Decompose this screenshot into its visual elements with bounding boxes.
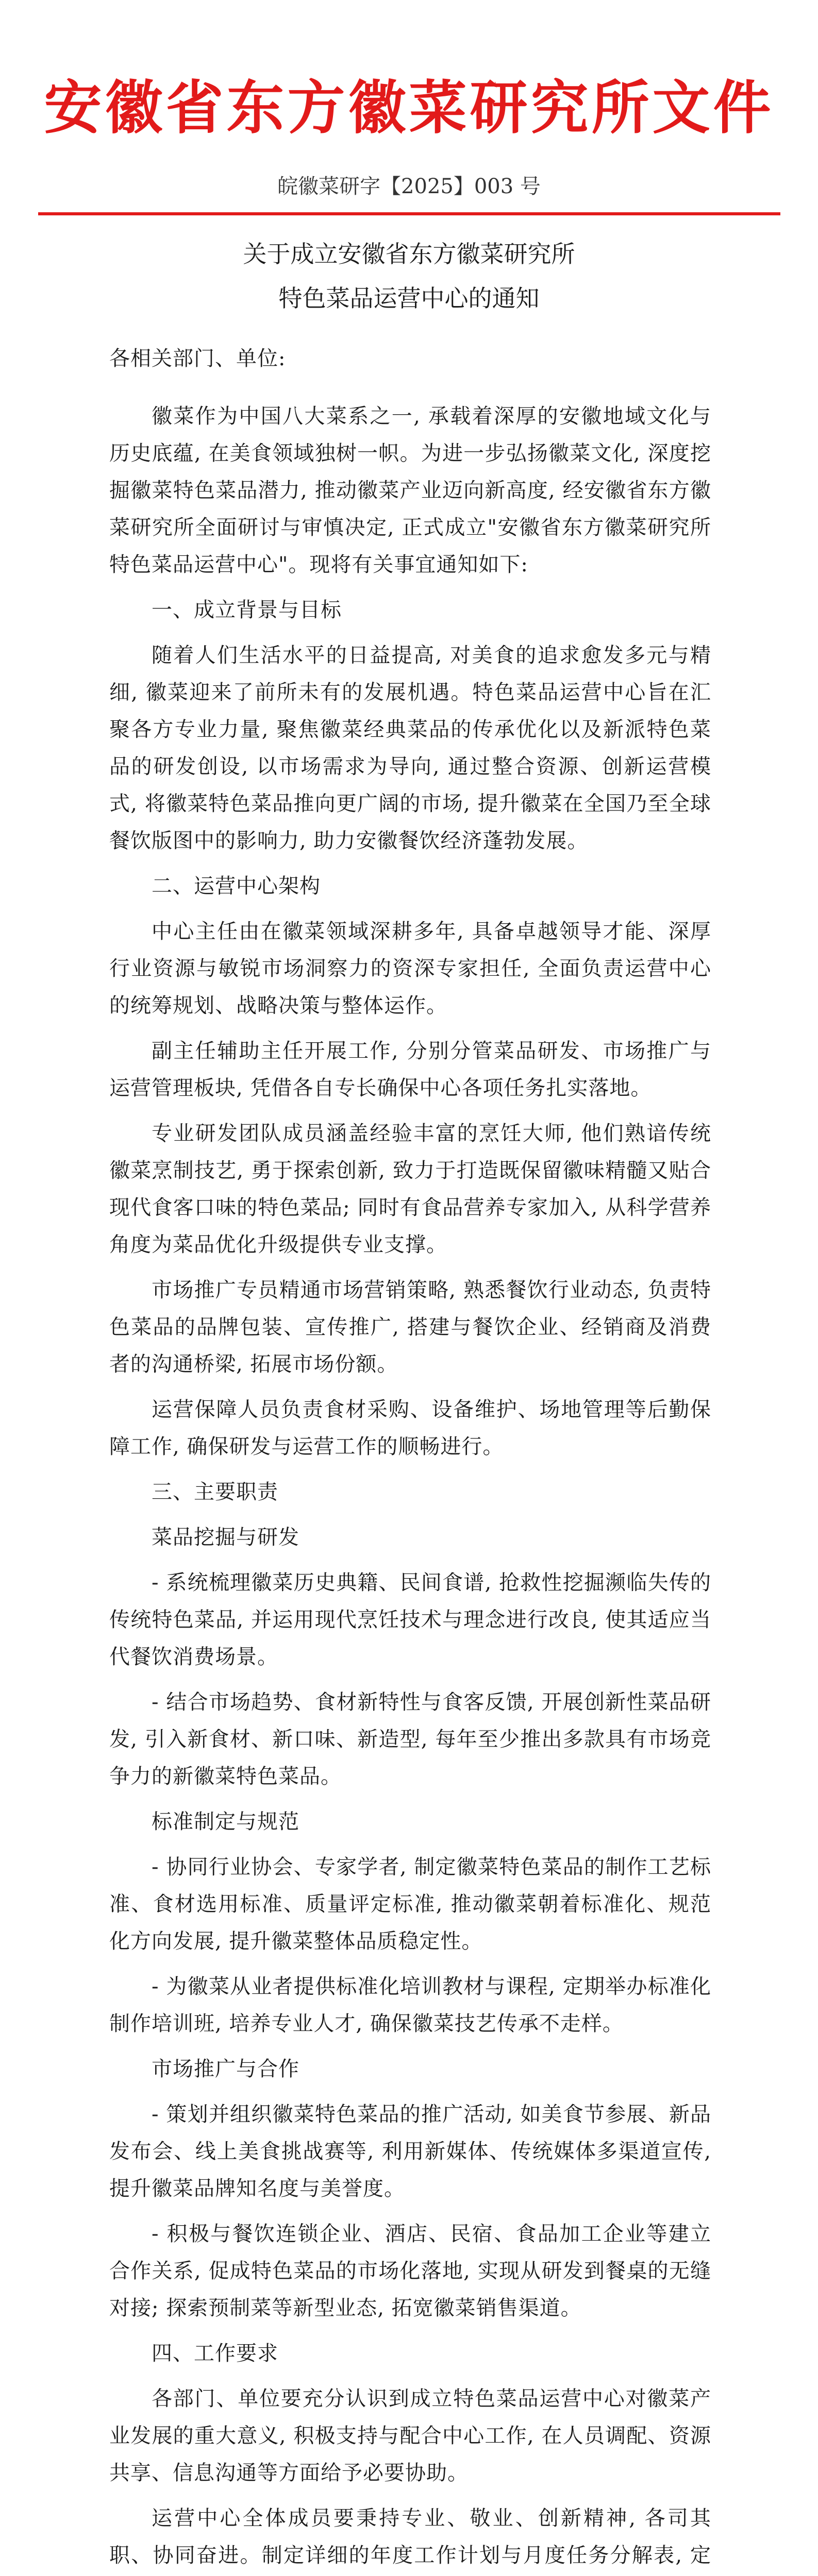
section-heading-1: 一、成立背景与目标: [152, 598, 342, 622]
notice-title-line-1: 关于成立安徽省东方徽菜研究所: [243, 240, 575, 268]
marketing-item-1: - 策划并组织徽菜特色菜品的推广活动, 如美食节参展、新品发布会、线上美食挑战赛等, 利用新媒体、传统媒体多渠道宣传, 提升徽菜品牌知名度与美誉度。: [109, 2103, 711, 2200]
section-heading-3: 三、主要职责: [152, 1480, 278, 1504]
section-2-paragraph-2: 副主任辅助主任开展工作, 分别分管菜品研发、市场推广与运营管理板块, 凭借各自专长确保中心各项任务扎实落地。: [109, 1039, 711, 1100]
intro-paragraph: 徽菜作为中国八大菜系之一, 承载着深厚的安徽地域文化与历史底蕴, 在美食领域独树一帜。为进一步弘扬徽菜文化, 深度挖掘徽菜特色菜品潜力, 推动徽菜产业迈向新高度, 经安徽省东方徽菜研究所全面研讨与审慎决定, 正式成立"安徽省东方徽菜研究所特色菜品运营中心"。现将有关事宜通知如下:: [109, 404, 711, 577]
marketing-item-2: - 积极与餐饮连锁企业、酒店、民宿、食品加工企业等建立合作关系, 促成特色菜品的市场化落地, 实现从研发到餐桌的无缝对接; 探索预制菜等新型业态, 拓宽徽菜销售渠道。: [109, 2222, 711, 2320]
dish-research-item-1: - 系统梳理徽菜历史典籍、民间食谱, 抢救性挖掘濒临失传的传统特色菜品, 并运用现代烹饪技术与理念进行改良, 使其适应当代餐饮消费场景。: [109, 1571, 711, 1669]
document-body: [109, 340, 711, 2576]
red-divider-line: [38, 212, 780, 215]
section-heading-4: 四、工作要求: [152, 2342, 278, 2365]
notice-title-line-2: 特色菜品运营中心的通知: [278, 284, 540, 312]
section-2-paragraph-4: 市场推广专员精通市场营销策略, 熟悉餐饮行业动态, 负责特色菜品的品牌包装、宣传推广, 搭建与餐饮企业、经销商及消费者的沟通桥梁, 拓展市场份额。: [109, 1278, 711, 1376]
notice-title: [0, 232, 818, 320]
section-heading-2: 二、运营中心架构: [152, 874, 321, 898]
section-2-paragraph-3: 专业研发团队成员涵盖经验丰富的烹饪大师, 他们熟谙传统徽菜烹制技艺, 勇于探索创新, 致力于打造既保留徽味精髓又贴合现代食客口味的特色菜品; 同时有食品营养专家加入, 从科学营养角度为菜品优化升级提供专业支撑。: [109, 1122, 711, 1257]
subsection-heading-marketing: 市场推广与合作: [152, 2057, 299, 2081]
section-1-paragraph: 随着人们生活水平的日益提高, 对美食的追求愈发多元与精细, 徽菜迎来了前所未有的发展机遇。特色菜品运营中心旨在汇聚各方专业力量, 聚焦徽菜经典菜品的传承优化以及新派特色菜品的研发创设, 以市场需求为导向, 通过整合资源、创新运营模式, 将徽菜特色菜品推向更广阔的市场, 提升徽菜在全国乃至全球餐饮版图中的影响力, 助力安徽餐饮经济蓬勃发展。: [109, 643, 711, 853]
standards-item-1: - 协同行业协会、专家学者, 制定徽菜特色菜品的制作工艺标准、食材选用标准、质量评定标准, 推动徽菜朝着标准化、规范化方向发展, 提升徽菜整体品质稳定性。: [109, 1855, 711, 1953]
section-4-paragraph-1: 各部门、单位要充分认识到成立特色菜品运营中心对徽菜产业发展的重大意义, 积极支持与配合中心工作, 在人员调配、资源共享、信息沟通等方面给予必要协助。: [109, 2387, 711, 2485]
dish-research-item-2: - 结合市场趋势、食材新特性与食客反馈, 开展创新性菜品研发, 引入新食材、新口味、新造型, 每年至少推出多款具有市场竞争力的新徽菜特色菜品。: [109, 1690, 711, 1788]
section-2-paragraph-1: 中心主任由在徽菜领域深耕多年, 具备卓越领导才能、深厚行业资源与敏锐市场洞察力的资深专家担任, 全面负责运营中心的统筹规划、战略决策与整体运作。: [109, 920, 711, 1018]
section-4-paragraph-2: 运营中心全体成员要秉持专业、敬业、创新精神, 各司其职、协同奋进。制定详细的年度工作计划与月度任务分解表, 定: [109, 2506, 711, 2567]
subsection-heading-dish-research: 菜品挖掘与研发: [152, 1526, 299, 1549]
salutation: 各相关部门、单位:: [109, 347, 286, 370]
section-2-paragraph-5: 运营保障人员负责食材采购、设备维护、场地管理等后勤保障工作, 确保研发与运营工作的顺畅进行。: [109, 1398, 711, 1459]
document-org-title: 安徽省东方徽菜研究所文件: [44, 74, 774, 142]
standards-item-2: - 为徽菜从业者提供标准化培训教材与课程, 定期举办标准化制作培训班, 培养专业人才, 确保徽菜技艺传承不走样。: [109, 1975, 711, 2036]
document-number: 皖徽菜研字【2025】003 号: [277, 175, 541, 198]
subsection-heading-standards: 标准制定与规范: [152, 1810, 299, 1834]
